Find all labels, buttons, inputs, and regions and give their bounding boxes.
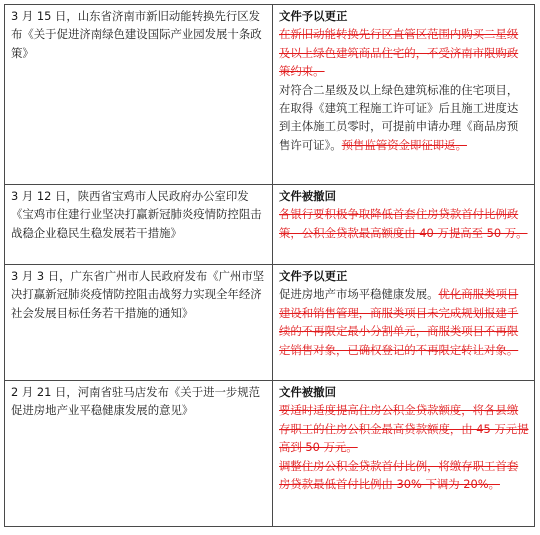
table-row xyxy=(5,381,535,527)
deleted-text: 优化商服类项目建设和销售管理，商服类项目未完成规划报建手续的不再限定最小分割单元，商服类项目不再限定销售对象，已确权登记的不再限定转让对象。 xyxy=(279,287,519,357)
table-row xyxy=(5,185,535,265)
policy-date: 2 月 21 日， xyxy=(11,385,78,399)
policy-description: 河南省驻马店发布《关于进一步规范促进房地产业平稳健康发展的意见》 xyxy=(11,385,261,418)
policy-status-cell xyxy=(273,265,535,381)
deleted-text: 调整住房公积金贷款首付比例，将缴存职工首套房贷款最低首付比例由 30% 下调为 20%。 xyxy=(279,458,519,492)
status-heading: 文件予以更正 xyxy=(279,269,348,283)
policy-date: 3 月 3 日， xyxy=(11,269,71,283)
policy-source-cell xyxy=(5,5,273,185)
retained-text-content: 对符合二星级及以上绿色建筑标准的住宅项目，在取得《建筑工程施工许可证》后且施工进度达到主体施工员零时，可提前申请办理《商品房预售许可证》。 xyxy=(279,82,519,152)
policy-date: 3 月 12 日， xyxy=(11,189,78,203)
retained-text xyxy=(279,285,529,359)
policy-status-cell xyxy=(273,185,535,265)
deleted-text: 各银行要积极争取降低首套住房贷款首付比例政策，公积金贷款最高额度由 40 万提高至 50 万。 xyxy=(279,207,528,240)
policy-description: 广东省广州市人民政府发布《广州市坚决打赢新冠肺炎疫情防控阻击战努力实现全年经济社会发展目标任务若干措施的通知》 xyxy=(11,269,265,320)
policy-status-cell xyxy=(273,381,535,527)
policy-source-cell xyxy=(5,185,273,265)
policy-description: 山东省济南市新旧动能转换先行区发布《关于促进济南绿色建设国际产业园发展十条政策》 xyxy=(11,9,262,60)
policy-date: 3 月 15 日， xyxy=(11,9,78,23)
policy-table xyxy=(4,4,535,527)
status-heading: 文件被撤回 xyxy=(279,189,336,203)
table-row xyxy=(5,265,535,381)
policy-description: 陕西省宝鸡市人民政府办公室印发《宝鸡市住建行业坚决打赢新冠肺炎疫情防控阻击战稳企业稳民生稳发展若干措施》 xyxy=(11,189,262,240)
policy-source-cell xyxy=(5,265,273,381)
status-heading: 文件予以更正 xyxy=(279,9,348,23)
retained-text-content: 促进房地产市场平稳健康发展。 xyxy=(279,287,439,302)
policy-status-cell xyxy=(273,5,535,185)
deleted-text: 预售监管资金即征即返。 xyxy=(341,137,467,152)
status-heading: 文件被撤回 xyxy=(279,385,336,399)
deleted-text: 要适时适度提高住房公积金贷款额度，将各县缴存职工的住房公积金最高贷款额度，由 45 万元提高到 50 万元。 xyxy=(279,403,529,455)
retained-text xyxy=(279,81,529,155)
table-row xyxy=(5,5,535,185)
deleted-text: 在新旧动能转换先行区直管区范围内购买二星级及以上绿色建筑商品住宅的，不受济南市限购政策约束。 xyxy=(279,27,519,79)
policy-source-cell xyxy=(5,381,273,527)
